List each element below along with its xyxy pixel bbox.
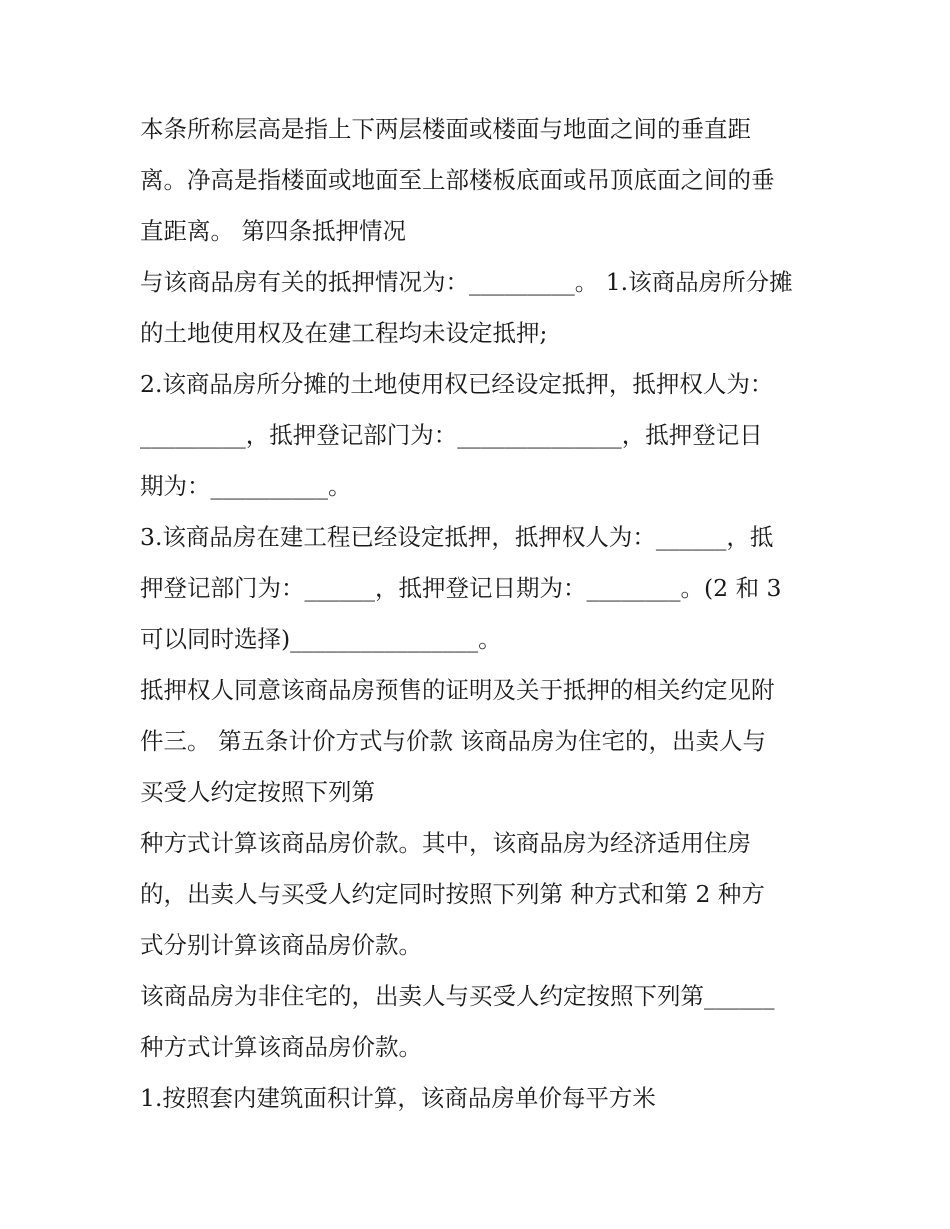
text-line: 与该商品房有关的抵押情况为：_________。 1.该商品房所分摊 — [140, 268, 793, 296]
text-line: 可以同时选择)________________。 — [140, 625, 502, 653]
text-line: 买受人约定按照下列第 — [140, 778, 375, 806]
text-line: 件三。 第五条计价方式与价款 该商品房为住宅的，出卖人与 — [140, 727, 766, 755]
text-line: 的土地使用权及在建工程均未设定抵押; — [140, 319, 548, 347]
text-line: 押登记部门为：______，抵押登记日期为：________。(2 和 3 — [140, 574, 782, 602]
text-line: 种方式计算该商品房价款。 — [140, 1033, 422, 1061]
text-line: 的，出卖人与买受人约定同时按照下列第 种方式和第 2 种方 — [140, 880, 765, 908]
text-line: 3.该商品房在建工程已经设定抵押，抵押权人为：______，抵 — [140, 523, 774, 551]
text-line: 该商品房为非住宅的，出卖人与买受人约定按照下列第______ — [140, 982, 775, 1010]
text-line: _________，抵押登记部门为：______________，抵押登记日 — [140, 421, 763, 449]
text-line: 种方式计算该商品房价款。其中，该商品房为经济适用住房 — [140, 829, 751, 857]
text-line: 2.该商品房所分摊的土地使用权已经设定抵押，抵押权人为： — [140, 370, 774, 398]
document-body — [140, 104, 820, 1124]
text-line: 离。净高是指楼面或地面至上部楼板底面或吊顶底面之间的垂 — [140, 166, 775, 194]
text-line: 本条所称层高是指上下两层楼面或楼面与地面之间的垂直距 — [140, 115, 751, 143]
text-line: 式分别计算该商品房价款。 — [140, 931, 422, 959]
text-line: 抵押权人同意该商品房预售的证明及关于抵押的相关约定见附 — [140, 676, 775, 704]
text-line: 1.按照套内建筑面积计算，该商品房单价每平方米 — [140, 1084, 656, 1112]
text-line: 期为：__________。 — [140, 472, 352, 500]
text-line: 直距离。 第四条抵押情况 — [140, 217, 406, 245]
